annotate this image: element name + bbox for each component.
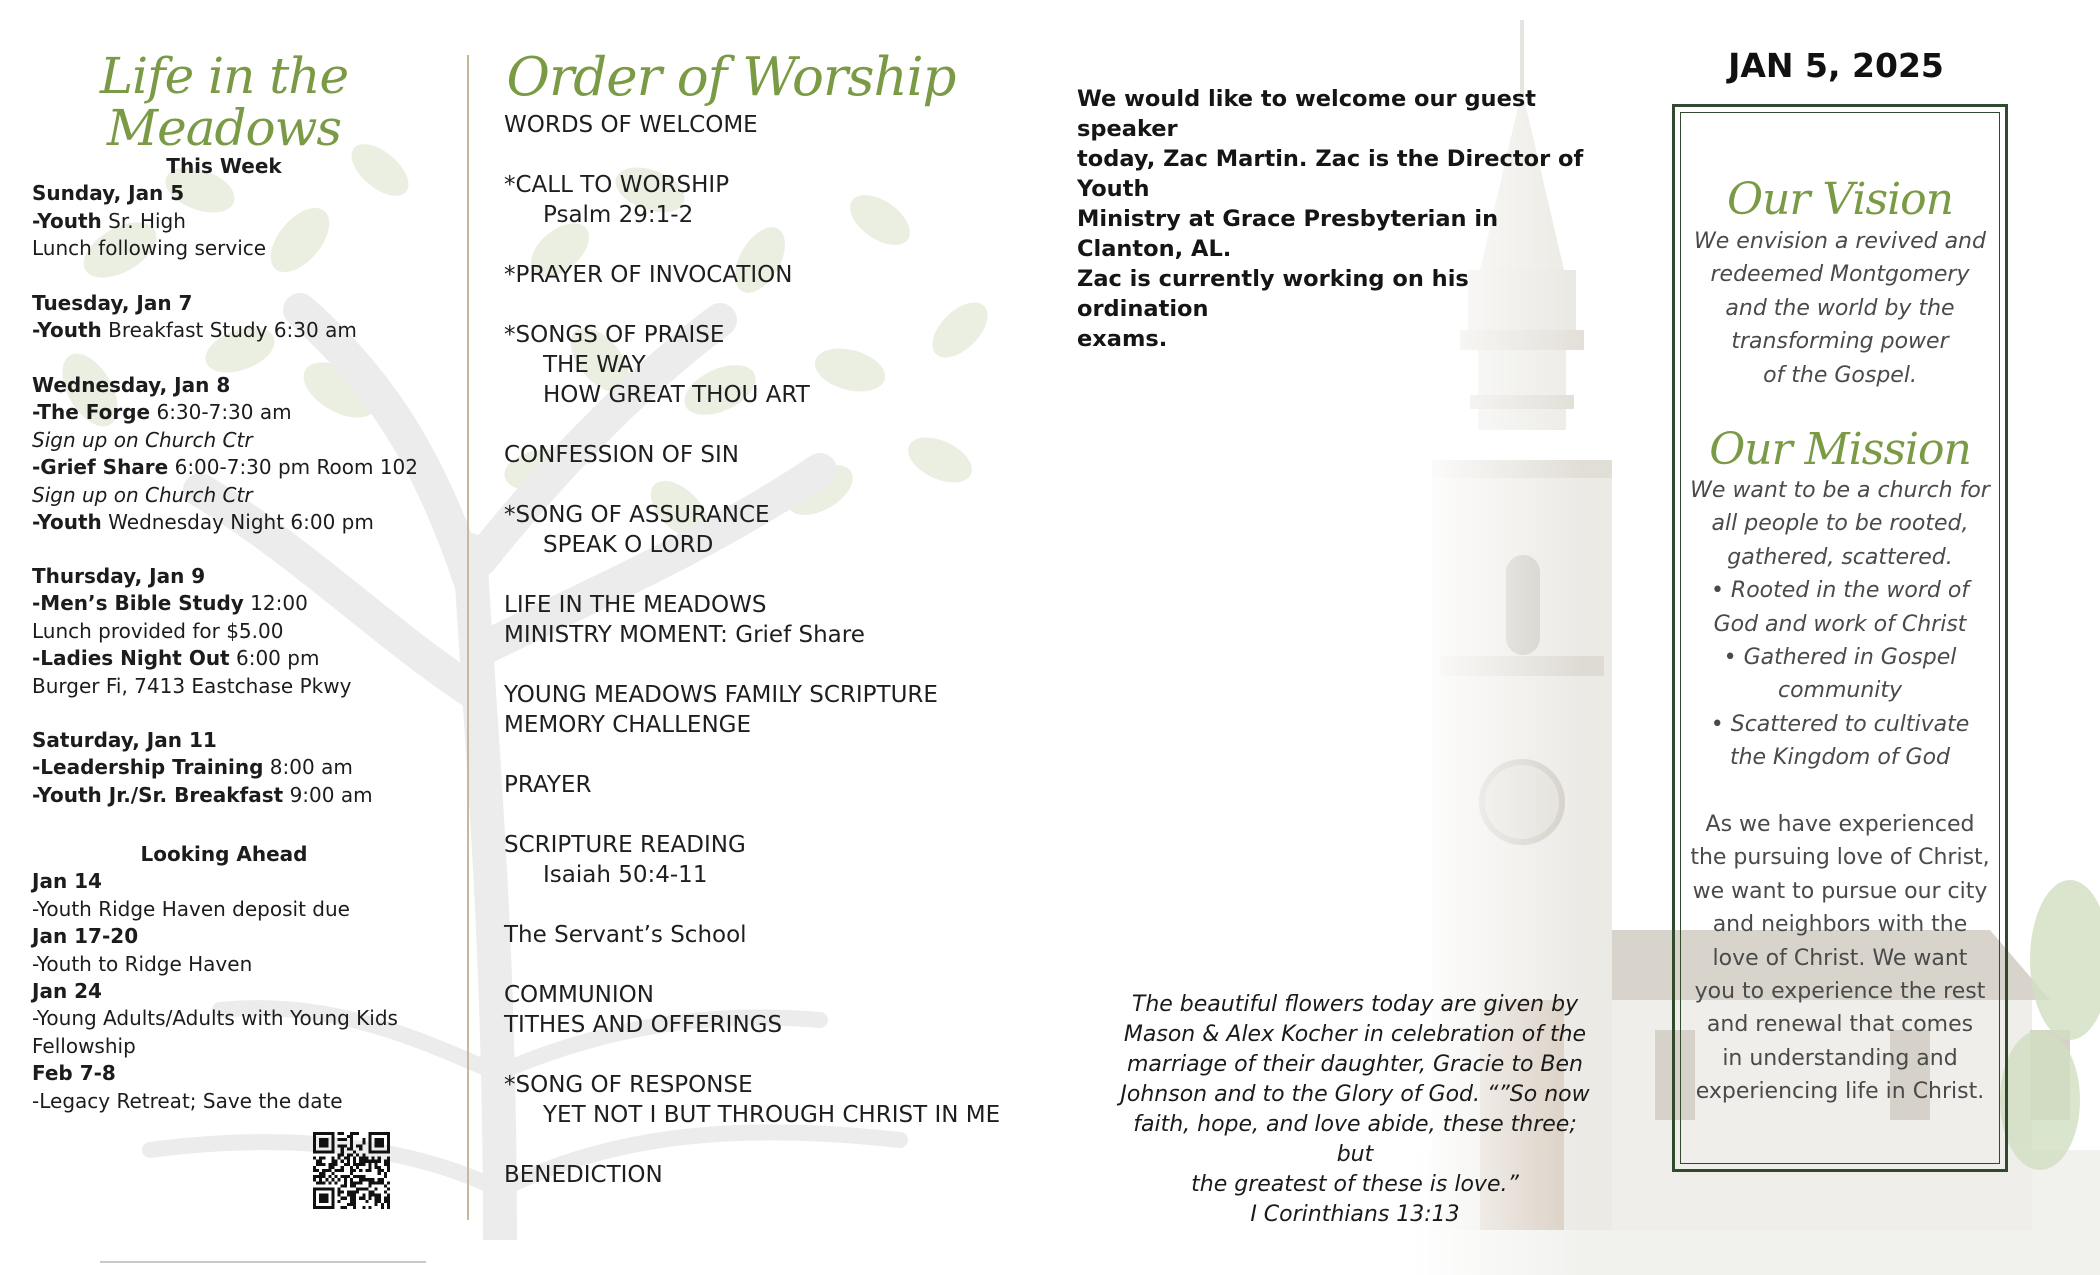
order-of-worship-title: Order of Worship — [506, 47, 956, 108]
ahead-line: -Young Adults/Adults with Young Kids — [32, 1006, 398, 1031]
ahead-line: Fellowship — [32, 1033, 136, 1058]
worship-item: The Servant’s School — [504, 922, 747, 948]
event-line: -Ladies Night Out 6:00 pm — [32, 646, 320, 671]
flowers-line: faith, hope, and love abide, these three; but — [1133, 1112, 1577, 1167]
welcome-line: exams. — [1077, 326, 1168, 352]
flowers-line: The beautiful flowers today are given by — [1131, 992, 1579, 1017]
flowers-line: the greatest of these is love.” — [1191, 1172, 1519, 1197]
guest-speaker-welcome — [1077, 84, 1607, 354]
event-line: -Grief Share 6:00-7:30 pm Room 102 — [32, 455, 419, 480]
ahead-date: Jan 24 — [32, 979, 102, 1004]
worship-item: THE WAY — [543, 352, 646, 378]
ahead-line: -Youth Ridge Haven deposit due — [32, 896, 350, 921]
looking-ahead-section — [32, 841, 452, 1115]
worship-item: *SONG OF RESPONSE — [504, 1072, 753, 1098]
worship-item: Psalm 29:1-2 — [543, 202, 694, 228]
worship-item: Isaiah 50:4-11 — [543, 862, 708, 888]
footer-rule — [100, 1261, 426, 1263]
worship-item: MINISTRY MOMENT: Grief Share — [504, 622, 865, 648]
event-line: -Leadership Training 8:00 am — [32, 755, 353, 780]
saturday-section — [32, 727, 452, 809]
mission-title: Our Mission — [1709, 424, 1971, 475]
ahead-date: Feb 7-8 — [32, 1061, 116, 1086]
worship-item: *SONG OF ASSURANCE — [504, 502, 770, 528]
welcome-line: Zac is currently working on his ordination — [1077, 266, 1469, 322]
column-divider — [467, 55, 469, 1220]
flowers-line: Johnson and to the Glory of God. “”So now — [1120, 1082, 1590, 1107]
worship-item: YOUNG MEADOWS FAMILY SCRIPTURE — [504, 682, 938, 708]
event-day: Tuesday, Jan 7 — [32, 291, 193, 315]
flowers-line: I Corinthians 13:13 — [1250, 1202, 1460, 1227]
event-note: Burger Fi, 7413 Eastchase Pkwy — [32, 673, 352, 698]
worship-item: *CALL TO WORSHIP — [504, 172, 730, 198]
worship-item: *PRAYER OF INVOCATION — [504, 262, 793, 288]
worship-item: YET NOT I BUT THROUGH CHRIST IN ME — [543, 1102, 1001, 1128]
worship-item: *SONGS OF PRAISE — [504, 322, 725, 348]
worship-item: HOW GREAT THOU ART — [543, 382, 810, 408]
worship-item: COMMUNION — [504, 982, 654, 1008]
ahead-date: Jan 14 — [32, 869, 102, 894]
ahead-line: -Youth to Ridge Haven — [32, 951, 253, 976]
life-in-the-meadows-title: Life in the Meadows — [99, 47, 349, 157]
vision-text: We envision a revived and redeemed Montgomery and the world by the transforming power of the Gospel. — [1694, 229, 1986, 388]
mission-text: We want to be a church for all people to be rooted, gathered, scattered. • Rooted in the word of God and work of Christ • Gathered in Gospel community • Scattered to cultivate the Kingdom of God — [1690, 478, 1990, 771]
event-day: Sunday, Jan 5 — [32, 181, 185, 206]
worship-item: TITHES AND OFFERINGS — [504, 1012, 783, 1038]
event-note: Sign up on Church Ctr — [32, 427, 253, 452]
welcome-line: today, Zac Martin. Zac is the Director of Youth — [1077, 146, 1584, 202]
qr-code — [313, 1132, 390, 1209]
event-note: Lunch following service — [32, 236, 267, 261]
worship-item: PRAYER — [504, 772, 592, 798]
worship-item: CONFESSION OF SIN — [504, 442, 739, 468]
looking-ahead-heading: Looking Ahead — [140, 842, 308, 866]
ahead-line: -Legacy Retreat; Save the date — [32, 1088, 343, 1113]
event-line: -Youth Jr./Sr. Breakfast 9:00 am — [32, 782, 373, 807]
event-day: Saturday, Jan 11 — [32, 728, 217, 752]
welcome-line: Ministry at Grace Presbyterian in Clanton, AL. — [1077, 206, 1499, 262]
event-line: -Men’s Bible Study 12:00 — [32, 591, 308, 616]
thursday-section — [32, 563, 452, 700]
event-line: -Youth Wednesday Night 6:00 pm — [32, 510, 374, 535]
event-note: Sign up on Church Ctr — [32, 482, 253, 507]
worship-item: MEMORY CHALLENGE — [504, 712, 752, 738]
event-day: Wednesday, Jan 8 — [32, 373, 231, 397]
bulletin-date: JAN 5, 2025 — [1728, 46, 1944, 85]
worship-item: SCRIPTURE READING — [504, 832, 746, 858]
worship-item: SPEAK O LORD — [543, 532, 714, 558]
worship-item: BENEDICTION — [504, 1162, 663, 1188]
worship-item: LIFE IN THE MEADOWS — [504, 592, 767, 618]
wednesday-section — [32, 372, 452, 536]
closing-statement: As we have experienced the pursuing love of Christ, we want to pursue our city and neighbors with the love of Christ. We want you to experience the rest and renewal that comes in understanding and experiencing life in Christ. — [1690, 812, 1990, 1105]
event-line: -Youth Breakfast Study 6:30 am — [32, 318, 357, 343]
event-note: Lunch provided for $5.00 — [32, 618, 284, 643]
life-in-the-meadows-column — [32, 0, 452, 1275]
this-week-section — [32, 153, 452, 263]
flowers-line: marriage of their daughter, Gracie to Ben — [1127, 1052, 1583, 1077]
ahead-date: Jan 17-20 — [32, 924, 139, 949]
tuesday-section — [32, 290, 452, 345]
worship-item: WORDS OF WELCOME — [504, 112, 758, 138]
this-week-heading: This Week — [166, 154, 282, 178]
vision-title: Our Vision — [1727, 174, 1953, 225]
order-of-worship-list — [504, 110, 1024, 1190]
welcome-line: We would like to welcome our guest speaker — [1077, 86, 1536, 142]
flowers-dedication — [1115, 990, 1595, 1230]
event-line: -The Forge 6:30-7:30 am — [32, 400, 292, 425]
event-day: Thursday, Jan 9 — [32, 564, 206, 588]
flowers-line: Mason & Alex Kocher in celebration of the — [1123, 1022, 1587, 1047]
event-line: -Youth Sr. High — [32, 208, 186, 233]
